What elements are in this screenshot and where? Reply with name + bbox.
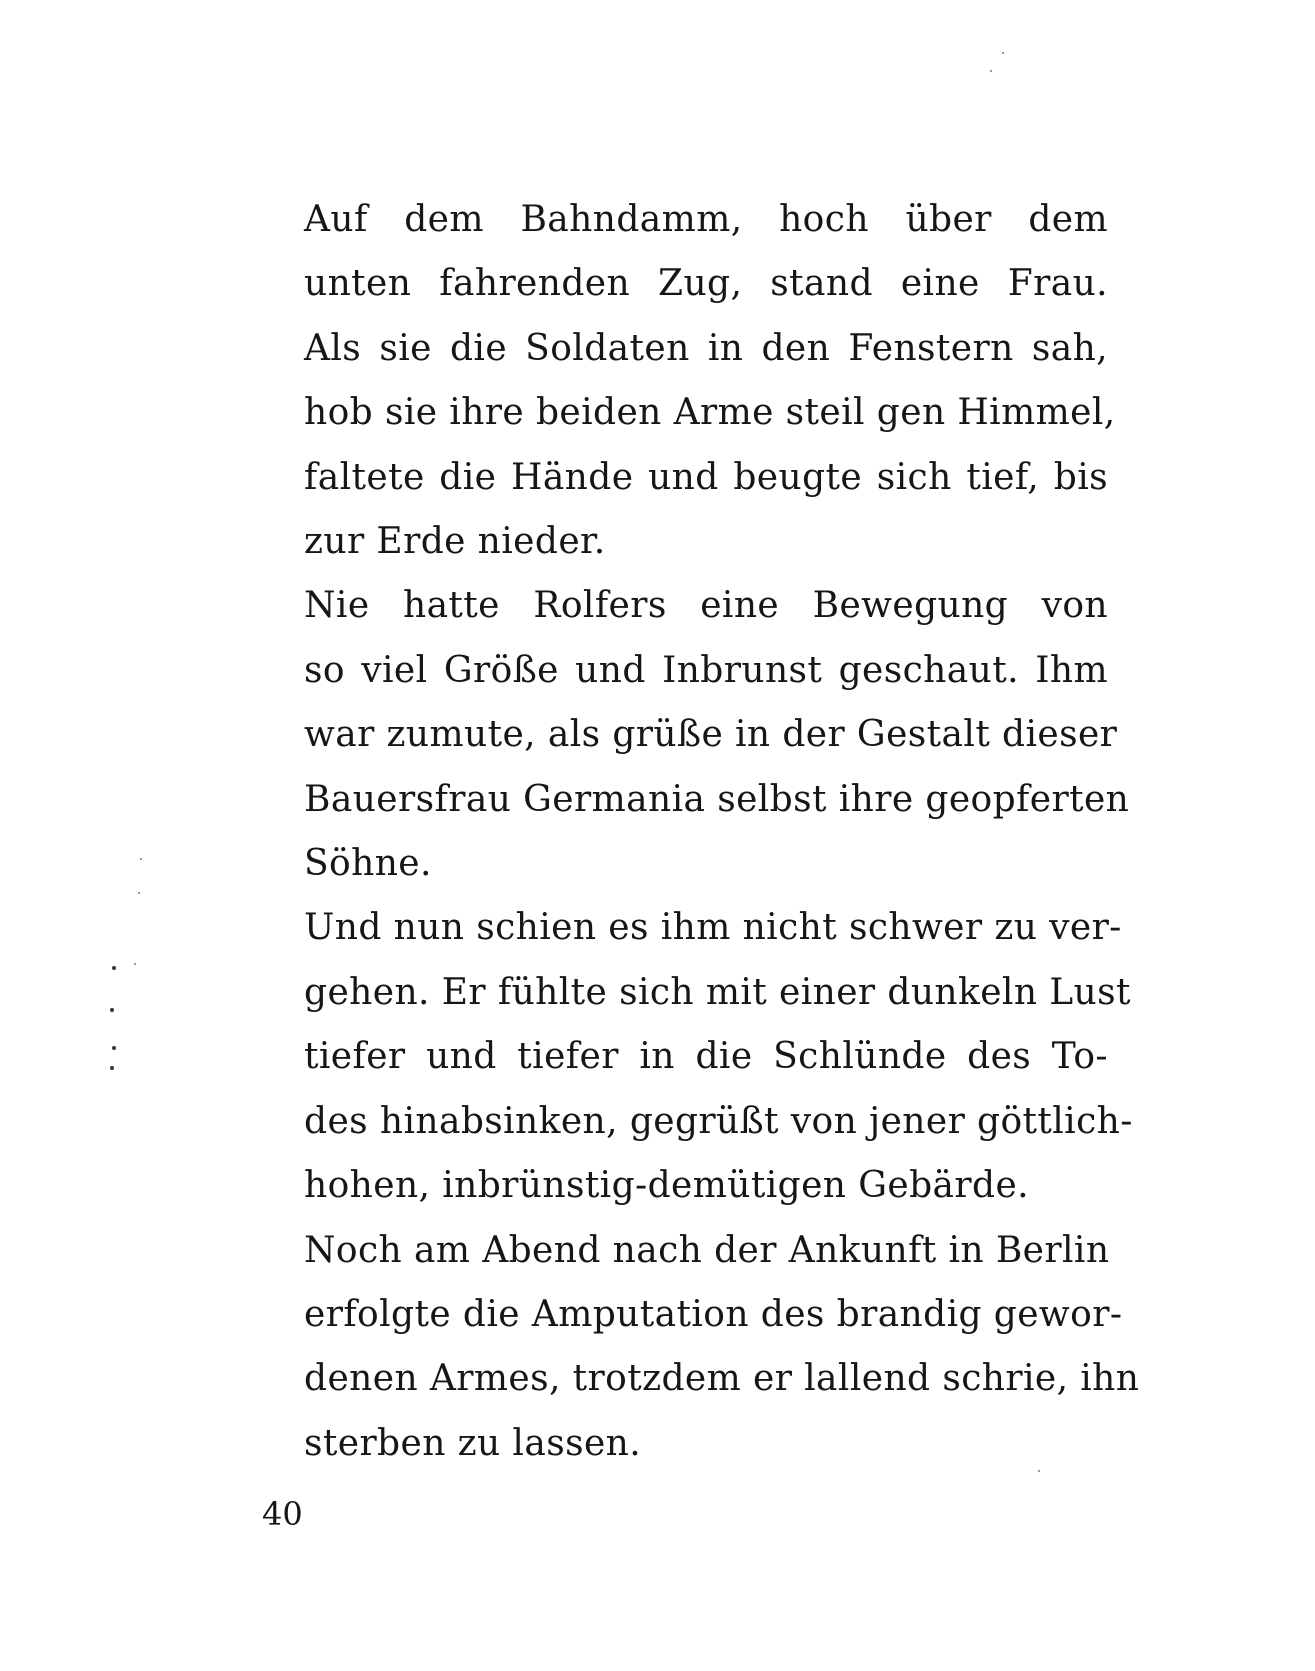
scan-speck bbox=[1038, 1470, 1040, 1472]
text-line: faltete die Hände und beugte sich tief, bis bbox=[304, 456, 1108, 498]
paragraph-2 bbox=[262, 574, 1130, 896]
text-line: Und nun schien es ihm nicht schwer zu ver- bbox=[304, 907, 1122, 949]
text-line: tiefer und tiefer in die Schlünde des To- bbox=[304, 1036, 1108, 1078]
text-line: Bauersfrau Germania selbst ihre geopferten bbox=[304, 778, 1130, 820]
text-line: des hinabsinken, gegrüßt von jener göttlich- bbox=[304, 1100, 1133, 1142]
scan-speck bbox=[138, 892, 140, 894]
text-line: Söhne. bbox=[304, 843, 432, 885]
text-line: unten fahrenden Zug, stand eine Frau. bbox=[304, 263, 1108, 305]
text-line: war zumute, als grüße in der Gestalt dieser bbox=[304, 714, 1118, 756]
text-line: Als sie die Soldaten in den Fenstern sah, bbox=[304, 327, 1108, 369]
text-line: gehen. Er fühlte sich mit einer dunkeln Lust bbox=[304, 971, 1131, 1013]
text-line: hohen, inbrünstig-demütigen Gebärde. bbox=[304, 1165, 1030, 1207]
text-line: Noch am Abend nach der Ankunft in Berlin bbox=[304, 1229, 1110, 1271]
scan-speck bbox=[140, 858, 142, 860]
text-line: zur Erde nieder. bbox=[304, 521, 606, 563]
scan-speck bbox=[110, 1008, 114, 1012]
text-line: so viel Größe und Inbrunst geschaut. Ihm bbox=[304, 649, 1108, 691]
scan-speck bbox=[990, 70, 992, 72]
text-line: Auf dem Bahndamm, hoch über dem bbox=[304, 199, 1108, 240]
scan-speck bbox=[134, 963, 136, 965]
text-line: hob sie ihre beiden Arme steil gen Himmel, bbox=[304, 392, 1116, 434]
body-text bbox=[262, 188, 1140, 1476]
scan-speck bbox=[110, 1066, 114, 1070]
text-line: denen Armes, trotzdem er lallend schrie, ihn bbox=[304, 1358, 1140, 1400]
text-line: Nie hatte Rolfers eine Bewegung von bbox=[304, 585, 1108, 627]
scan-speck bbox=[1002, 52, 1004, 54]
text-line: erfolgte die Amputation des brandig gewor- bbox=[304, 1293, 1123, 1335]
scan-speck bbox=[112, 1046, 116, 1050]
paragraph-3 bbox=[262, 896, 1133, 1218]
paragraph-1 bbox=[262, 188, 1116, 574]
page-number: 40 bbox=[262, 1495, 303, 1533]
text-line: sterben zu lassen. bbox=[304, 1422, 642, 1464]
paragraph-4 bbox=[262, 1219, 1140, 1477]
scan-speck bbox=[112, 966, 116, 970]
